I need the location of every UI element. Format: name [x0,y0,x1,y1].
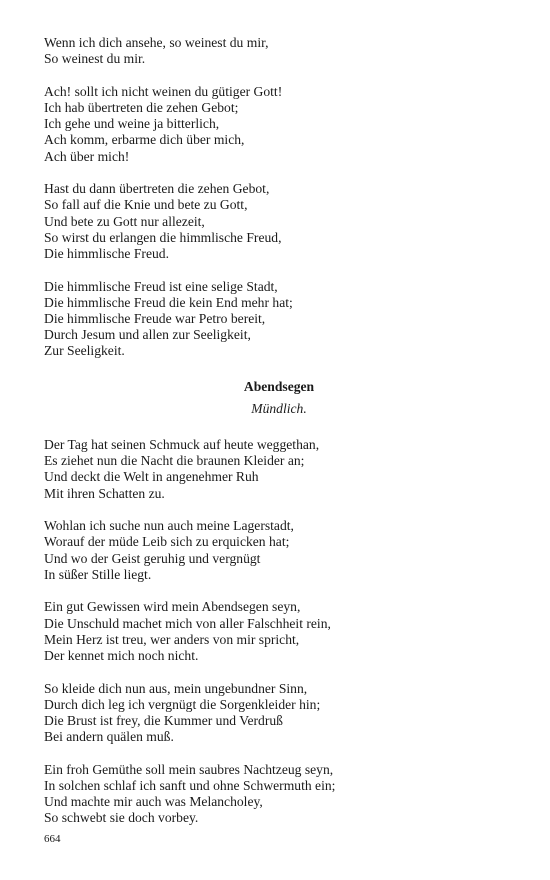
verse-line: Der kennet mich noch nicht. [44,648,199,664]
verse-line: In solchen schlaf ich sanft und ohne Schwermuth ein; [44,778,336,794]
verse-line: Die himmlische Freud. [44,246,169,262]
stanza [44,681,514,746]
verse-line: In süßer Stille liegt. [44,566,152,582]
verse-line: Durch dich leg ich vergnügt die Sorgenkleider hin; [44,696,321,712]
stanza [44,437,514,502]
verse-line: Die Brust ist frey, die Kummer und Verdruß [44,713,283,729]
verse-line: Worauf der müde Leib sich zu erquicken hat; [44,534,290,550]
poem-second [44,437,514,827]
stanza [44,762,514,827]
verse-line: Der Tag hat seinen Schmuck auf heute weggethan, [44,437,320,453]
verse-line: Wenn ich dich ansehe, so weinest du mir, [44,35,269,50]
verse-line: Ach komm, erbarme dich über mich, [44,132,245,148]
page-number: 664 [44,833,61,845]
stanza [44,35,514,67]
poem-first [44,35,514,360]
verse-line: Die himmlische Freud ist eine selige Stadt, [44,278,278,294]
verse-line: Durch Jesum und allen zur Seeligkeit, [44,327,251,343]
verse-line: Die himmlische Freude war Petro bereit, [44,311,266,327]
verse-line: Ach! sollt ich nicht weinen du gütiger Gott! [44,83,283,99]
verse-line: Und deckt die Welt in angenehmer Ruh [44,469,259,485]
verse-line: Zur Seeligkeit. [44,343,125,359]
poem-title: Abendsegen [243,378,315,394]
verse-line: So weinest du mir. [44,51,146,67]
verse-line: Die himmlische Freud die kein End mehr hat; [44,294,293,310]
verse-line: So wirst du erlangen die himmlische Freud, [44,229,282,245]
verse-line: Ein gut Gewissen wird mein Abendsegen seyn, [44,599,301,615]
poem-heading [44,379,514,417]
verse-line: Und machte mir auch was Melancholey, [44,794,263,810]
page-body [44,35,514,843]
stanza [44,518,514,583]
verse-line: Und bete zu Gott nur allezeit, [44,213,205,229]
verse-line: Mein Herz ist treu, wer anders von mir spricht, [44,631,300,647]
verse-line: Bei andern quälen muß. [44,729,174,745]
verse-line: Mit ihren Schatten zu. [44,485,165,501]
verse-line: Ich gehe und weine ja bitterlich, [44,116,220,132]
verse-line: Ich hab übertreten die zehen Gebot; [44,100,239,115]
verse-line: So schwebt sie doch vorbey. [44,810,199,826]
poem-subtitle: Mündlich. [251,400,307,416]
verse-line: Wohlan ich suche nun auch meine Lagerstadt, [44,518,294,534]
verse-line: So fall auf die Knie und bete zu Gott, [44,197,248,213]
verse-line: Hast du dann übertreten die zehen Gebot, [44,181,270,197]
stanza [44,279,514,360]
stanza [44,599,514,664]
verse-line: Ein froh Gemüthe soll mein saubres Nachtzeug seyn, [44,761,334,777]
verse-line: Die Unschuld machet mich von aller Falschheit rein, [44,615,331,631]
verse-line: Und wo der Geist geruhig und vergnügt [44,550,261,566]
verse-line: Ach über mich! [44,148,130,164]
verse-line: So kleide dich nun aus, mein ungebundner Sinn, [44,680,308,696]
stanza [44,181,514,262]
verse-line: Es ziehet nun die Nacht die braunen Kleider an; [44,453,305,469]
stanza [44,84,514,165]
